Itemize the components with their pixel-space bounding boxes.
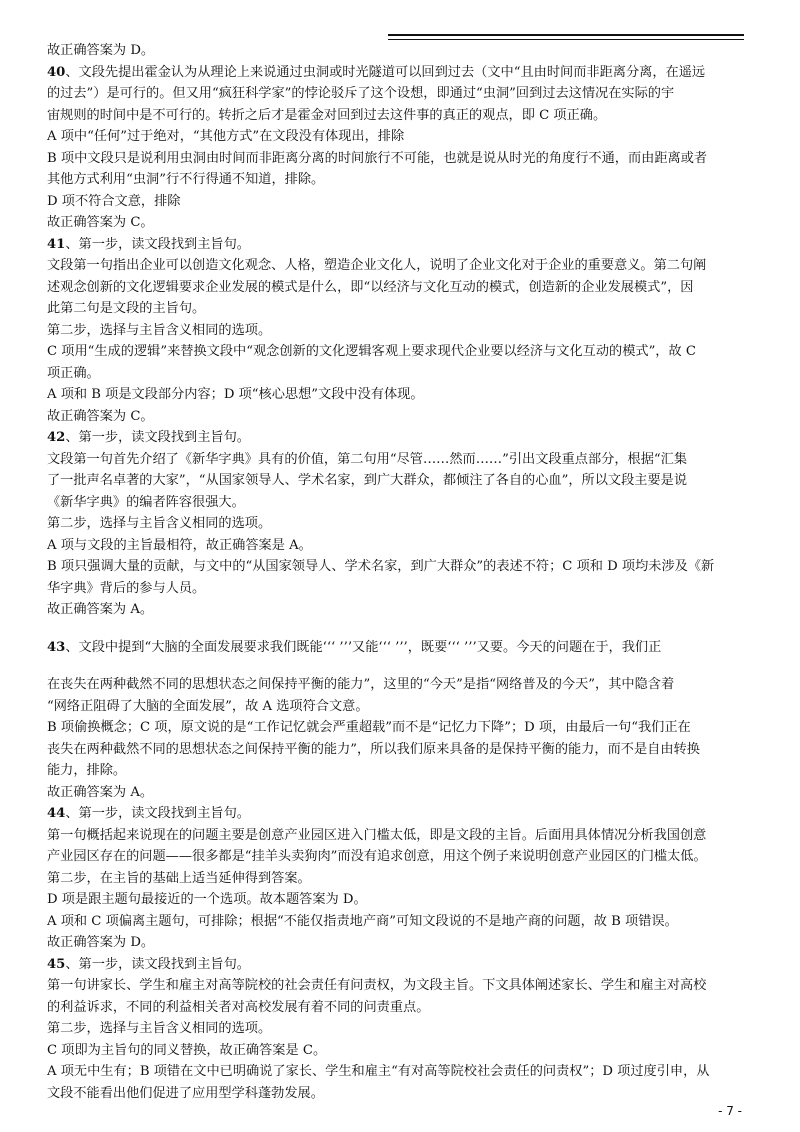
text-line — [47, 1083, 756, 1105]
line-text: “网络正阻碍了大脑的全面发展”，故 A 选项符合文意。 — [47, 698, 369, 714]
line-text: 、第一步，读文段找到主旨句。 — [65, 956, 250, 972]
line-text: 故正确答案为 C。 — [47, 408, 154, 424]
header-rule-thick — [388, 34, 744, 36]
text-line — [47, 255, 756, 277]
line-text: 其他方式利用“虫洞”行不行得通不知道，排除。 — [47, 172, 325, 187]
page-number: - 7 - — [718, 1104, 742, 1118]
text-line — [47, 83, 756, 105]
text-line — [47, 148, 756, 170]
text-line — [47, 825, 756, 847]
text-line — [47, 363, 756, 385]
line-text: 的过去”）是可行的。但又用“疯狂科学家”的悖论驳斥了这个设想，即通过“虫洞”回到过去这情况在实际的宇 — [47, 86, 675, 101]
line-text: 了一批声名卓著的大家”，“从国家领导人、学术名家，到广大群众，都倾注了各自的心血”，所以文段主要是说 — [47, 473, 688, 488]
text-line — [47, 341, 756, 363]
text-line — [47, 696, 756, 718]
text-line — [47, 1040, 756, 1062]
line-text: 第二步，选择与主旨含义相同的选项。 — [47, 516, 272, 531]
question-number: 41 — [47, 236, 66, 252]
line-text: D 项是跟主题句最接近的一个选项。故本题答案为 D。 — [47, 892, 367, 907]
line-text: 、第一步，读文段找到主旨句。 — [65, 236, 250, 252]
line-text: 的利益诉求，不同的利益相关者对高校发展有着不同的问责重点。 — [47, 999, 430, 1015]
paragraph-gap — [47, 658, 756, 674]
question-number: 44 — [47, 806, 66, 821]
question-heading-line — [47, 234, 756, 256]
line-text: 故正确答案为 D。 — [47, 43, 155, 58]
text-line — [47, 191, 756, 213]
answer-explanations — [47, 40, 756, 1104]
text-line — [47, 513, 756, 535]
line-text: C 项即为主旨句的同义替换，故正确答案是 C。 — [47, 1042, 327, 1058]
line-text: 《新华字典》的编者阵容很强大。 — [47, 494, 245, 510]
line-text: 第一句讲家长、学生和雇主对高等院校的社会责任有问责权，为文段主旨。下文具体阐述家长、学生和雇主对高校 — [47, 978, 707, 993]
question-number: 40 — [47, 64, 66, 80]
line-text: C 项用“生成的逻辑”来替换文段中“观念创新的文化逻辑客观上要求现代企业要以经济与文化互动的模式”，故 C — [47, 344, 696, 359]
line-text: B 项偷换概念；C 项，原文说的是“工作记忆就会严重超载”而不是“记忆力下降”；D 项，由最后一句“我们正在 — [47, 720, 691, 735]
text-line — [47, 997, 756, 1019]
question-heading-line — [47, 637, 756, 659]
line-text: 文段第一句指出企业可以创造文化观念、人格，塑造企业文化人，说明了企业文化对于企业的重要意义。第二句阐 — [47, 258, 707, 273]
line-text: 故正确答案为 D。 — [47, 935, 155, 950]
text-line — [47, 169, 756, 191]
line-text: 在丧失在两种截然不同的思想状态之间保持平衡的能力”，这里的“今天”是指“网络普及的今天”，其中隐含着 — [47, 677, 675, 692]
text-line — [47, 298, 756, 320]
line-text: 项正确。 — [47, 365, 100, 381]
text-line — [47, 932, 756, 954]
line-text: 此第二句是文段的主旨句。 — [47, 301, 206, 316]
line-text: 、文段中提到“大脑的全面发展要求我们既能‘‘‘ ’’’又能‘‘‘ ’’’，既要‘‘‘ ’’’又要。今天的问题在于，我们正 — [65, 639, 662, 655]
line-text: 产业园区存在的问题——很多都是“挂羊头卖狗肉”而没有追求创意，用这个例子来说明创意产业园区的门槛太低。 — [47, 849, 707, 864]
text-line — [47, 470, 756, 492]
question-number: 43 — [47, 639, 66, 655]
line-text: 、第一步，读文段找到主旨句。 — [65, 430, 250, 445]
line-text: B 项只强调大量的贡献，与文中的“从国家领导人、学术名家，到广大群众”的表述不符；C 项和 D 项均未涉及《新 — [47, 559, 715, 574]
text-line — [47, 535, 756, 557]
paragraph-gap — [47, 621, 756, 637]
line-text: 第二步，选择与主旨含义相同的选项。 — [47, 1021, 272, 1036]
line-text: A 项与文段的主旨最相符，故正确答案是 A。 — [47, 537, 312, 553]
line-text: A 项和 B 项是文段部分内容；D 项“核心思想”文段中没有体现。 — [47, 387, 424, 402]
line-text: 丧失在两种截然不同的思想状态之间保持平衡的能力”，所以我们原来具备的是保持平衡的能力，而不是自由转换 — [47, 741, 700, 757]
text-line — [47, 406, 756, 428]
text-line — [47, 105, 756, 127]
question-heading-line — [47, 427, 756, 449]
line-text: 能力，排除。 — [47, 763, 127, 778]
text-line — [47, 911, 756, 933]
text-line — [47, 126, 756, 148]
text-line — [47, 760, 756, 782]
text-line — [47, 782, 756, 804]
line-text: 故正确答案为 C。 — [47, 215, 154, 230]
text-line — [47, 868, 756, 890]
text-line — [47, 599, 756, 621]
line-text: 第一句概括起来说现在的问题主要是创意产业园区进入门槛太低，即是文段的主旨。后面用具体情况分析我国创意 — [47, 827, 707, 843]
line-text: 宙规则的时间中是不可行的。转折之后才是霍金对回到过去这件事的真正的观点，即 C 项正确。 — [47, 107, 607, 123]
text-line — [47, 320, 756, 342]
line-text: A 项无中生有；B 项错在文中已明确说了家长、学生和雇主“有对高等院校社会责任的问责权”；D 项过度引申，从 — [47, 1064, 710, 1079]
text-line — [47, 1061, 756, 1083]
text-line — [47, 492, 756, 514]
text-line — [47, 846, 756, 868]
question-number: 42 — [47, 430, 66, 445]
question-heading-line — [47, 954, 756, 976]
question-heading-line — [47, 803, 756, 825]
text-line — [47, 40, 756, 62]
line-text: 故正确答案为 A。 — [47, 602, 154, 617]
text-line — [47, 449, 756, 471]
text-line — [47, 277, 756, 299]
text-line — [47, 212, 756, 234]
line-text: A 项中“任何”过于绝对，“其他方式”在文段没有体现出，排除 — [47, 129, 405, 144]
line-text: 、第一步，读文段找到主旨句。 — [65, 806, 250, 821]
text-line — [47, 578, 756, 600]
line-text: 第二步，选择与主旨含义相同的选项。 — [47, 322, 272, 338]
text-line — [47, 975, 756, 997]
question-number: 45 — [47, 956, 66, 972]
line-text: 第二步，在主旨的基础上适当延伸得到答案。 — [47, 870, 311, 886]
line-text: 述观念创新的文化逻辑要求企业发展的模式是什么，即“以经济与文化互动的模式，创造新的企业发展模式”，因 — [47, 279, 694, 295]
line-text: 华字典》背后的参与人员。 — [47, 580, 206, 596]
text-line — [47, 556, 756, 578]
text-line — [47, 739, 756, 761]
text-line — [47, 889, 756, 911]
line-text: A 项和 C 项偏离主题句，可排除；根据“不能仅指责地产商”可知文段说的不是地产商的问题，故 B 项错误。 — [47, 913, 678, 929]
text-line — [47, 674, 756, 696]
text-line — [47, 717, 756, 739]
line-text: 故正确答案为 A。 — [47, 784, 154, 800]
text-line — [47, 384, 756, 406]
text-line — [47, 1018, 756, 1040]
line-text: B 项中文段只是说利用虫洞由时间而非距离分离的时间旅行不可能，也就是说从时光的角度行不通，而由距离或者 — [47, 150, 708, 166]
line-text: 文段第一句首先介绍了《新华字典》具有的价值，第二句用“尽管……然而……”引出文段重点部分，根据“汇集 — [47, 451, 688, 467]
line-text: 、文段先提出霍金认为从理论上来说通过虫洞或时光隧道可以回到过去（文中“且由时间而非距离分离，在遥远 — [65, 64, 706, 80]
question-heading-line — [47, 62, 756, 84]
line-text: D 项不符合文意，排除 — [47, 193, 181, 209]
line-text: 文段不能看出他们促进了应用型学科蓬勃发展。 — [47, 1085, 324, 1101]
